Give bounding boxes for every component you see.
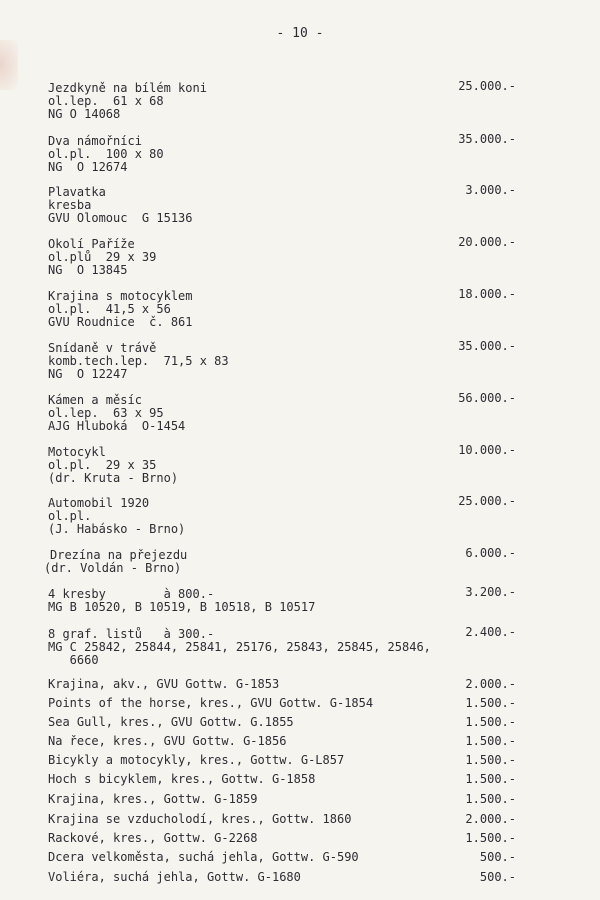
page-number: - 10 -	[276, 26, 324, 41]
entry-inventory: GVU Roudnice č. 861	[48, 315, 193, 329]
entry-inventory: AJG Hluboká O-1454	[48, 419, 186, 433]
entry-price: 6.000.-	[465, 546, 516, 560]
entry-owner: (dr. Voldán - Brno)	[44, 561, 182, 575]
entry-title: 4 kresby à 800.-	[48, 587, 215, 601]
list-item-price: 1.500.-	[465, 734, 516, 748]
entry-price: 56.000.-	[458, 391, 516, 405]
entry-price: 2.400.-	[465, 625, 516, 639]
list-item-price: 500.-	[479, 850, 516, 864]
entry-inventory: NG O 12247	[48, 367, 128, 381]
entry-detail: ol.plů 29 x 39	[48, 250, 157, 264]
entry-price: 35.000.-	[458, 339, 516, 353]
entry-detail: ol.lep. 61 x 68	[48, 94, 164, 108]
entry-inventory: MG C 25842, 25844, 25841, 25176, 25843, 25845, 25846,	[48, 640, 431, 654]
entry-detail: kresba	[48, 198, 92, 212]
list-item: Rackové, kres., Gottw. G-2268	[48, 831, 258, 845]
list-item: Dcera velkoměsta, suchá jehla, Gottw. G-590	[48, 850, 359, 864]
list-item-price: 1.500.-	[465, 753, 516, 767]
entry-price: 3.000.-	[465, 183, 516, 197]
list-item-price: 1.500.-	[465, 715, 516, 729]
list-item: Sea Gull, kres., GVU Gottw. G.1855	[48, 715, 294, 729]
list-item: Krajina, akv., GVU Gottw. G-1853	[48, 677, 280, 691]
entry-detail: ol.pl. 29 x 35	[48, 458, 157, 472]
list-item: Hoch s bicyklem, kres., Gottw. G-1858	[48, 772, 316, 786]
list-item-price: 2.000.-	[465, 677, 516, 691]
paper-stain	[0, 40, 18, 90]
list-item: Bicykly a motocykly, kres., Gottw. G-L857	[48, 753, 345, 767]
entry-detail: ol.lep. 63 x 95	[48, 406, 164, 420]
list-item-price: 1.500.-	[465, 831, 516, 845]
entry-inventory: NG O 13845	[48, 263, 128, 277]
entry-owner: (J. Habásko - Brno)	[48, 522, 186, 536]
entry-price: 35.000.-	[458, 132, 516, 146]
entry-price: 25.000.-	[458, 494, 516, 508]
entry-inventory: MG B 10520, B 10519, B 10518, B 10517	[48, 600, 316, 614]
entry-title: Okolí Paříže	[48, 237, 135, 251]
list-item: Krajina, kres., Gottw. G-1859	[48, 792, 258, 806]
list-item-price: 1.500.-	[465, 696, 516, 710]
entry-title: Jezdkyně na bílém koni	[48, 81, 207, 95]
entry-detail: ol.pl. 41,5 x 56	[48, 302, 171, 316]
entry-title: Automobil 1920	[48, 496, 150, 510]
entry-title: Dva námořníci	[48, 134, 142, 148]
entry-title: Kámen a měsíc	[48, 393, 142, 407]
entry-title: Snídaně v trávě	[48, 341, 157, 355]
entry-price: 18.000.-	[458, 287, 516, 301]
list-item: Krajina se vzducholodí, kres., Gottw. 1860	[48, 812, 352, 826]
entry-detail: ol.pl.	[48, 509, 92, 523]
list-item-price: 2.000.-	[465, 812, 516, 826]
entry-price: 10.000.-	[458, 443, 516, 457]
list-item-price: 1.500.-	[465, 792, 516, 806]
entry-price: 20.000.-	[458, 235, 516, 249]
entry-title: 8 graf. listů à 300.-	[48, 627, 215, 641]
list-item: Voliéra, suchá jehla, Gottw. G-1680	[48, 870, 301, 884]
list-item-price: 1.500.-	[465, 772, 516, 786]
entry-title: Drezína na přejezdu	[50, 548, 188, 562]
entry-inventory: NG O 12674	[48, 160, 128, 174]
entry-title: Krajina s motocyklem	[48, 289, 193, 303]
entry-inventory: GVU Olomouc G 15136	[48, 211, 193, 225]
entry-price: 25.000.-	[458, 79, 516, 93]
entry-detail: komb.tech.lep. 71,5 x 83	[48, 354, 229, 368]
entry-detail: ol.pl. 100 x 80	[48, 147, 164, 161]
entry-inventory-cont: 6660	[48, 653, 99, 667]
entry-title: Plavatka	[48, 185, 106, 199]
list-item: Na řece, kres., GVU Gottw. G-1856	[48, 734, 287, 748]
entry-owner: (dr. Kruta - Brno)	[48, 471, 179, 485]
entry-price: 3.200.-	[465, 585, 516, 599]
entry-inventory: NG O 14068	[48, 107, 121, 121]
list-item: Points of the horse, kres., GVU Gottw. G-1854	[48, 696, 374, 710]
entry-title: Motocykl	[48, 445, 106, 459]
list-item-price: 500.-	[479, 870, 516, 884]
